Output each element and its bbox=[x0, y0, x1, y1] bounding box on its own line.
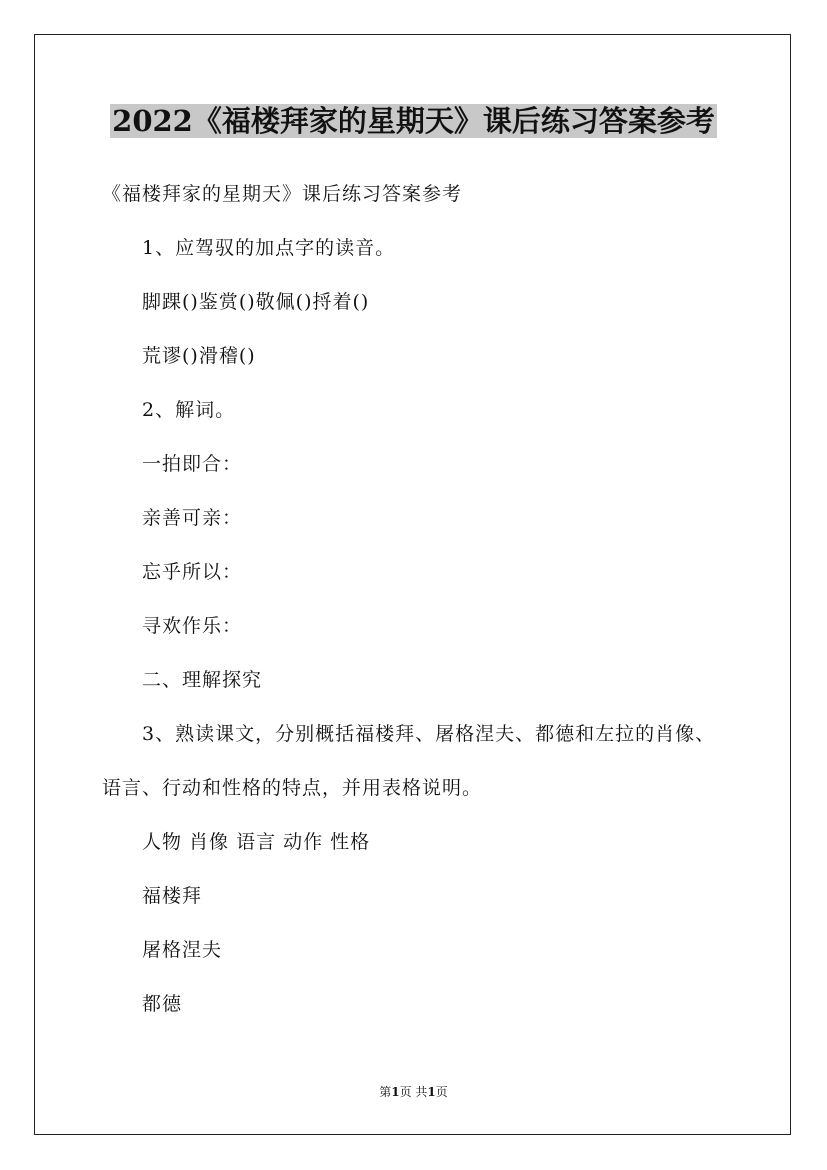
pronunciation-line-1: 脚踝()鉴赏()敬佩()捋着() bbox=[142, 291, 370, 313]
document-title bbox=[0, 100, 827, 142]
footer-suffix: 页 bbox=[435, 1085, 448, 1099]
term-3: 忘乎所以： bbox=[142, 561, 243, 583]
footer-mid: 页 共 bbox=[399, 1085, 428, 1099]
question-3-line-1: 3、熟读课文，分别概括福楼拜、屠格涅夫、都德和左拉的肖像、 bbox=[142, 723, 716, 745]
page-footer bbox=[0, 1083, 827, 1101]
character-row-1: 福楼拜 bbox=[142, 885, 203, 907]
question-3-line-2: 语言、行动和性格的特点，并用表格说明。 bbox=[102, 777, 483, 799]
footer-prefix: 第 bbox=[379, 1085, 392, 1099]
footer-page-number: 1 bbox=[391, 1085, 400, 1099]
character-row-2: 屠格涅夫 bbox=[142, 939, 223, 961]
term-4: 寻欢作乐： bbox=[142, 615, 243, 637]
question-1: 1、应驾驭的加点字的读音。 bbox=[142, 237, 396, 259]
pronunciation-line-2: 荒谬()滑稽() bbox=[142, 345, 256, 367]
section-heading: 二、理解探究 bbox=[142, 669, 263, 691]
table-header-line: 人物 肖像 语言 动作 性格 bbox=[142, 831, 371, 853]
term-1: 一拍即合： bbox=[142, 453, 243, 475]
document-title-text: 2022《福楼拜家的星期天》课后练习答案参考 bbox=[112, 104, 715, 138]
character-row-3: 都德 bbox=[142, 993, 183, 1015]
footer-page-total: 1 bbox=[427, 1085, 436, 1099]
term-2: 亲善可亲： bbox=[142, 507, 243, 529]
question-2: 2、解词。 bbox=[142, 399, 236, 421]
subtitle-line: 《福楼拜家的星期天》课后练习答案参考 bbox=[102, 183, 463, 205]
